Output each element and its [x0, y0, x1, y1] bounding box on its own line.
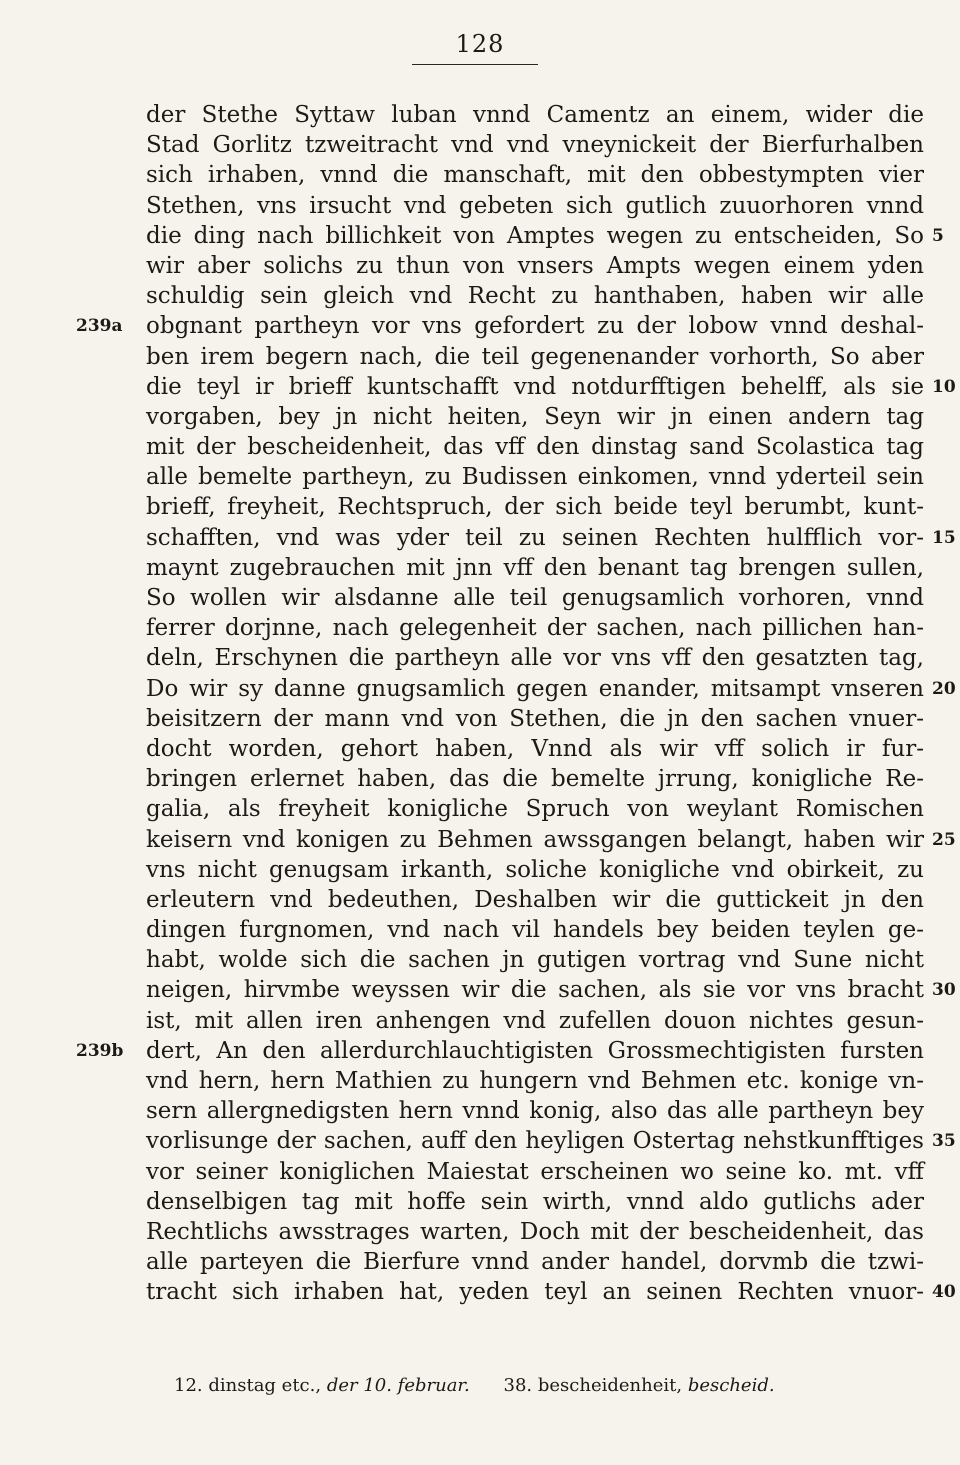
- line-text: keisern vnd konigen zu Behmen awssgangen belangt, haben wir: [146, 826, 924, 853]
- line-number: 15: [932, 527, 956, 548]
- text-line: [146, 191, 924, 221]
- line-text: bringen erlernet haben, das die bemelte jrrung, konigliche Re-: [146, 766, 924, 793]
- line-number: 20: [932, 678, 956, 699]
- text-line: [146, 1247, 924, 1277]
- text-line: [146, 281, 924, 311]
- page-number-rule: [412, 64, 538, 65]
- line-number: 10: [932, 376, 956, 397]
- line-text: dert, An den allerdurchlauchtigisten Grossmechtigisten fursten: [146, 1037, 924, 1064]
- line-text: So wollen wir alsdanne alle teil genugsamlich vorhoren, vnnd: [146, 585, 924, 611]
- line-text: sich irhaben, vnnd die manschaft, mit den obbestympten vier: [146, 162, 924, 189]
- text-line: [146, 825, 956, 855]
- line-text: vns nicht genugsam irkanth, soliche konigliche vnd obirkeit, zu: [146, 856, 924, 883]
- line-text: vnd hern, hern Mathien zu hungern vnd Behmen etc. konige vn-: [146, 1068, 924, 1094]
- line-number: 30: [932, 980, 956, 1001]
- text-line: [146, 1187, 924, 1217]
- body-text: [76, 100, 956, 1308]
- text-line: [146, 160, 924, 190]
- footnote-2: [504, 1375, 775, 1396]
- line-text: dingen furgnomen, vnd nach vil handels bey beiden teylen ge-: [146, 917, 924, 944]
- footnote-ref: 12. dinstag etc.,: [174, 1375, 322, 1396]
- line-text: ben irem begern nach, die teil gegenenander vorhorth, So aber: [146, 343, 924, 370]
- footnote-note: der 10. februar.: [326, 1375, 470, 1396]
- line-number: 5: [932, 225, 944, 246]
- text-line: [146, 794, 924, 824]
- line-text: obgnant partheyn vor vns gefordert zu der lobow vnnd deshal-: [146, 313, 924, 340]
- line-text: Do wir sy danne gnugsamlich gegen enander, mitsampt vnseren: [146, 675, 924, 702]
- text-line: [146, 583, 924, 613]
- text-line: [146, 372, 956, 402]
- page-number: 128: [455, 30, 505, 58]
- line-text: ferrer dorjnne, nach gelegenheit der sachen, nach pillichen han-: [146, 615, 924, 642]
- line-text: denselbigen tag mit hoffe sein wirth, vnnd aldo gutlichs ader: [146, 1188, 924, 1215]
- line-text: die ding nach billichkeit von Amptes wegen zu entscheiden, So: [146, 222, 924, 249]
- text-line: [146, 1126, 956, 1156]
- text-line: [146, 764, 924, 794]
- line-text: maynt zugebrauchen mit jnn vff den benant tag brengen sullen,: [146, 554, 924, 581]
- text-line: [146, 915, 924, 945]
- text-line: [146, 1096, 924, 1126]
- text-line: [146, 1217, 924, 1247]
- line-text: sern allergnedigsten hern vnnd konig, also das alle partheyn bey: [146, 1098, 924, 1125]
- text-line: [146, 221, 944, 251]
- line-text: der Stethe Syttaw luban vnnd Camentz an einem, wider die: [146, 102, 924, 128]
- line-text: erleutern vnd bedeuthen, Deshalben wir die guttickeit jn den: [146, 886, 924, 913]
- text-line: [146, 342, 924, 372]
- line-text: habt, wolde sich die sachen jn gutigen vortrag vnd Sune nicht: [146, 947, 924, 974]
- footnote-note: bescheid.: [687, 1375, 775, 1396]
- line-number: 35: [932, 1131, 956, 1152]
- line-text: alle parteyen die Bierfure vnnd ander handel, dorvmb die tzwi-: [146, 1249, 924, 1276]
- text-line: [76, 1036, 924, 1066]
- line-text: alle bemelte partheyn, zu Budissen einkomen, vnnd yderteil sein: [146, 464, 924, 491]
- line-text: ist, mit allen iren anhengen vnd zufellen douon nichtes gesun-: [146, 1007, 924, 1034]
- line-text: brieff, freyheit, Rechtspruch, der sich beide teyl berumbt, kunt-: [146, 494, 924, 521]
- text-line: [146, 975, 956, 1005]
- text-line: [146, 1277, 956, 1307]
- line-text: vorgaben, bey jn nicht heiten, Seyn wir jn einen andern tag: [146, 403, 924, 430]
- line-text: vorlisunge der sachen, auff den heyligen Ostertag nehstkunfftiges: [146, 1128, 924, 1155]
- line-text: beisitzern der mann vnd von Stethen, die jn den sachen vnuer-: [146, 705, 924, 732]
- line-text: Stethen, vns irsucht vnd gebeten sich gutlich zuuorhoren vnnd: [146, 192, 924, 219]
- line-number: 40: [932, 1282, 956, 1303]
- text-line: [146, 855, 924, 885]
- line-text: Stad Gorlitz tzweitracht vnd vnd vneynickeit der Bierfurhalben: [146, 132, 924, 159]
- footnotes: [174, 1375, 874, 1396]
- text-line: [146, 523, 956, 553]
- line-text: schuldig sein gleich vnd Recht zu hanthaben, haben wir alle: [146, 283, 924, 310]
- line-text: docht worden, gehort haben, Vnnd als wir vff solich ir fur-: [146, 735, 924, 762]
- text-line: [146, 492, 924, 522]
- text-line: [146, 462, 924, 492]
- text-line: [146, 432, 924, 462]
- footnote-ref: 38. bescheidenheit,: [503, 1375, 683, 1396]
- text-line: [146, 251, 924, 281]
- text-line: [146, 613, 924, 643]
- line-text: vor seiner koniglichen Maiestat erscheinen wo seine ko. mt. vff: [146, 1158, 924, 1185]
- line-text: schafften, vnd was yder teil zu seinen Rechten hulfflich vor-: [146, 524, 924, 551]
- text-line: [146, 1066, 924, 1096]
- line-text: Rechtlichs awsstrages warten, Doch mit der bescheidenheit, das: [146, 1218, 924, 1245]
- line-text: tracht sich irhaben hat, yeden teyl an seinen Rechten vnuor-: [146, 1279, 924, 1306]
- line-text: wir aber solichs zu thun von vnsers Ampts wegen einem yden: [146, 252, 924, 279]
- line-text: deln, Erschynen die partheyn alle vor vns vff den gesatzten tag,: [146, 645, 924, 672]
- line-text: galia, als freyheit konigliche Spruch von weylant Romischen: [146, 796, 924, 823]
- text-line: [76, 311, 924, 341]
- text-line: [146, 1006, 924, 1036]
- text-line: [146, 553, 924, 583]
- text-line: [146, 643, 924, 673]
- text-line: [146, 100, 924, 130]
- text-line: [146, 734, 924, 764]
- text-line: [146, 130, 924, 160]
- text-line: [146, 885, 924, 915]
- text-line: [146, 945, 924, 975]
- line-number: 25: [932, 829, 956, 850]
- line-text: mit der bescheidenheit, das vff den dinstag sand Scolastica tag: [146, 434, 924, 461]
- line-text: neigen, hirvmbe weyssen wir die sachen, als sie vor vns bracht: [146, 977, 924, 1004]
- footnote-1: [174, 1375, 476, 1396]
- text-line: [146, 674, 956, 704]
- text-line: [146, 704, 924, 734]
- text-line: [146, 402, 924, 432]
- margin-folio-note: 239a: [76, 316, 123, 337]
- text-line: [146, 1157, 924, 1187]
- line-text: die teyl ir brieff kuntschafft vnd notdurfftigen behelff, als sie: [146, 373, 924, 400]
- margin-folio-note: 239b: [76, 1040, 124, 1061]
